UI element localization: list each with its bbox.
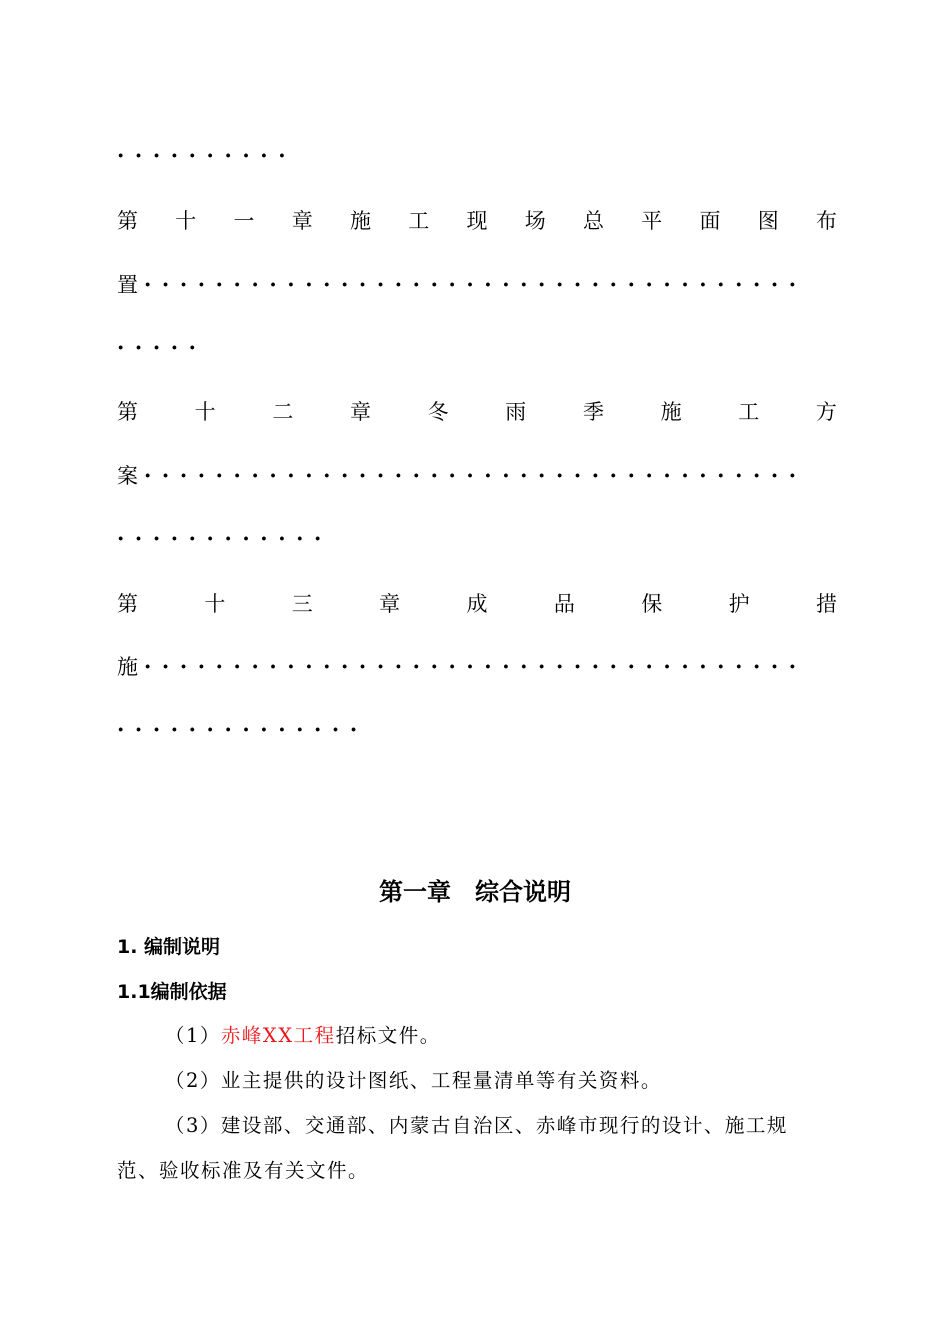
toc-entry-chapter-13[interactable] (117, 589, 837, 619)
toc-last-char: 置 (117, 273, 138, 297)
toc-title-char: 成 (466, 592, 488, 616)
toc-title-char: 章 (349, 400, 371, 424)
toc-title-char: 现 (466, 209, 488, 233)
toc-title-char: 护 (728, 592, 750, 616)
toc-title-char: 二 (272, 400, 294, 424)
item-text: 招标文件。 (335, 1024, 441, 1047)
toc-last-char: 施 (117, 655, 138, 679)
toc-title-char: 第 (117, 400, 138, 424)
toc-title-char: 一 (233, 209, 255, 233)
toc-leader-dots-tail: ·············· (117, 717, 368, 742)
toc-title-char: 品 (553, 592, 575, 616)
toc-dots-row: ·········· (117, 143, 297, 168)
item-prefix: （1） (165, 1024, 221, 1047)
toc-title-char: 季 (582, 400, 604, 424)
basis-item-3-line-1: （3）建设部、交通部、内蒙古自治区、赤峰市现行的设计、施工规 (165, 1114, 788, 1137)
toc-entry-chapter-11-continuation (117, 270, 837, 300)
toc-title-char: 施 (350, 209, 371, 233)
basis-item-3-line-2: 范、验收标准及有关文件。 (117, 1159, 370, 1182)
toc-title-char: 章 (291, 209, 313, 233)
project-name-highlight: 赤峰XX工程 (220, 1024, 336, 1047)
toc-leader-dots: ····································· (144, 654, 807, 679)
toc-title-char: 施 (660, 400, 682, 424)
toc-entry-chapter-12-continuation (117, 461, 837, 491)
toc-title-char: 工 (408, 209, 430, 233)
basis-item-1 (117, 1021, 837, 1051)
toc-title-char: 场 (524, 209, 546, 233)
toc-entry-chapter-11[interactable] (117, 206, 837, 236)
toc-title-char: 措 (816, 592, 837, 616)
toc-title-char: 第 (117, 592, 138, 616)
toc-entry-chapter-12[interactable] (117, 397, 837, 427)
section-heading: 1. 编制说明 (117, 936, 221, 958)
toc-title-char: 图 (757, 209, 779, 233)
toc-leader-dots-tail: ············ (117, 526, 332, 551)
toc-title-char: 三 (291, 592, 313, 616)
toc-title-char: 总 (583, 209, 604, 233)
chapter-title: 第一章 综合说明 (379, 878, 571, 906)
toc-leader-dots-tail: ····· (117, 335, 207, 360)
toc-title-char: 保 (641, 592, 663, 616)
toc-title-char: 方 (815, 400, 837, 424)
toc-title-char: 面 (699, 209, 721, 233)
toc-title-char: 平 (641, 209, 663, 233)
basis-item-2: （2）业主提供的设计图纸、工程量清单等有关资料。 (165, 1069, 662, 1092)
toc-title-char: 布 (816, 209, 837, 233)
toc-leader-dots: ····································· (144, 272, 807, 297)
subsection-heading: 1.1编制依据 (117, 981, 227, 1003)
toc-title-char: 十 (204, 592, 226, 616)
toc-title-char: 第 (117, 209, 138, 233)
toc-title-char: 工 (738, 400, 760, 424)
toc-title-char: 章 (379, 592, 401, 616)
toc-last-char: 案 (117, 464, 138, 488)
toc-title-char: 雨 (505, 400, 527, 424)
toc-entry-chapter-13-continuation (117, 652, 837, 682)
toc-title-char: 十 (175, 209, 197, 233)
toc-title-char: 冬 (427, 400, 449, 424)
toc-title-char: 十 (194, 400, 216, 424)
toc-leader-dots: ····································· (144, 463, 807, 488)
